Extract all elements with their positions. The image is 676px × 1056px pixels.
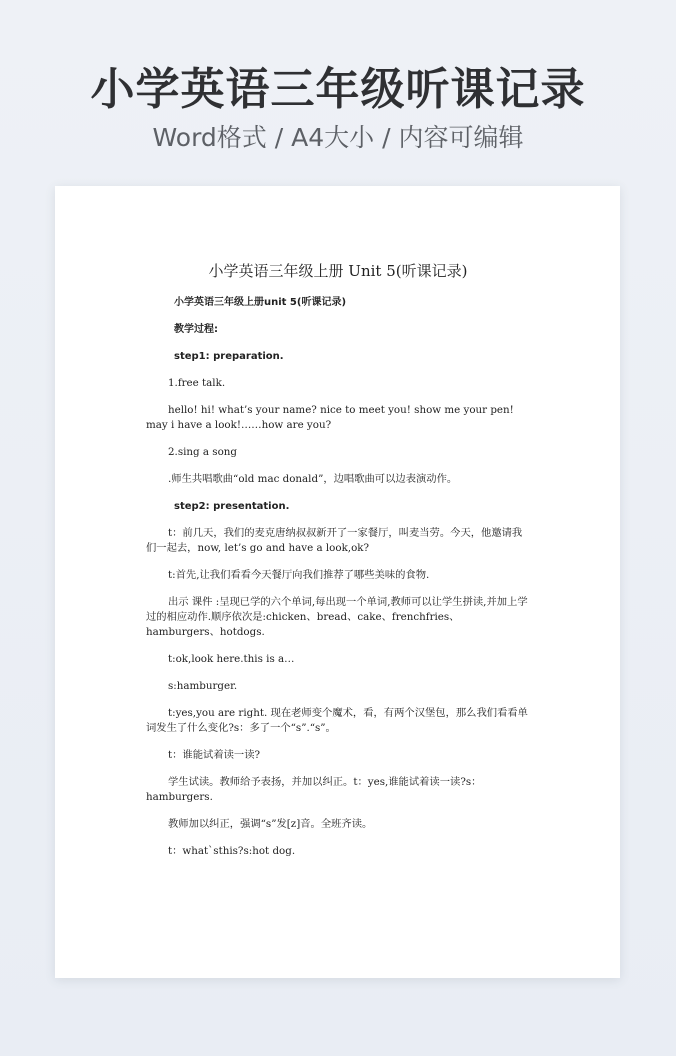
doc-subtitle: 小学英语三年级上册unit 5(听课记录) xyxy=(174,297,347,308)
paragraph: hello! hi! what’s your name? nice to meet you! show me your pen! may i have a look!……how are you? xyxy=(146,404,514,431)
section-heading: 教学过程: xyxy=(174,324,218,335)
banner-subtitle: Word格式 / A4大小 / 内容可编辑 xyxy=(152,123,524,152)
document-title: 小学英语三年级上册 Unit 5(听课记录) xyxy=(208,262,468,280)
paragraph: 2.sing a song xyxy=(168,446,238,458)
document-page xyxy=(55,186,620,978)
paragraph: 教师加以纠正，强调“s”发[z]音。全班齐读。 xyxy=(168,818,373,830)
paragraph: 1.free talk. xyxy=(168,377,226,389)
paragraph: .师生共唱歌曲“old mac donald”，边唱歌曲可以边表演动作。 xyxy=(168,473,458,485)
paragraph: t:首先,让我们看看今天餐厅向我们推荐了哪些美味的食物. xyxy=(168,569,430,581)
paragraph: 出示 课件 :呈现已学的六个单词,每出现一个单词,教师可以让学生拼读,并加上学过的相应动作.顺序依次是:chicken、bread、cake、frenchfries、hamburgers、hotdogs. xyxy=(146,596,528,638)
paragraph: t:ok,look here.this is a… xyxy=(168,653,295,665)
paragraph: t：what`sthis?s:hot dog. xyxy=(168,845,296,857)
paragraph: t:yes,you are right. 现在老师变个魔术，看，有两个汉堡包，那么我们看看单词发生了什么变化?s：多了一个“s”.“s”。 xyxy=(146,707,528,734)
paragraph: 学生试读。教师给予表扬，并加以纠正。t：yes,谁能试着读一读?s：hamburgers. xyxy=(146,776,482,803)
paragraph: s:hamburger. xyxy=(168,680,238,692)
banner-title: 小学英语三年级听课记录 xyxy=(90,64,586,115)
step-heading: step1: preparation. xyxy=(174,351,284,362)
paragraph: t：前几天，我们的麦克唐纳叔叔新开了一家餐厅，叫麦当劳。今天，他邀请我们一起去，now, let’s go and have a look,ok? xyxy=(146,527,523,554)
paragraph: t：谁能试着读一读? xyxy=(168,749,261,761)
step-heading: step2: presentation. xyxy=(174,501,290,512)
